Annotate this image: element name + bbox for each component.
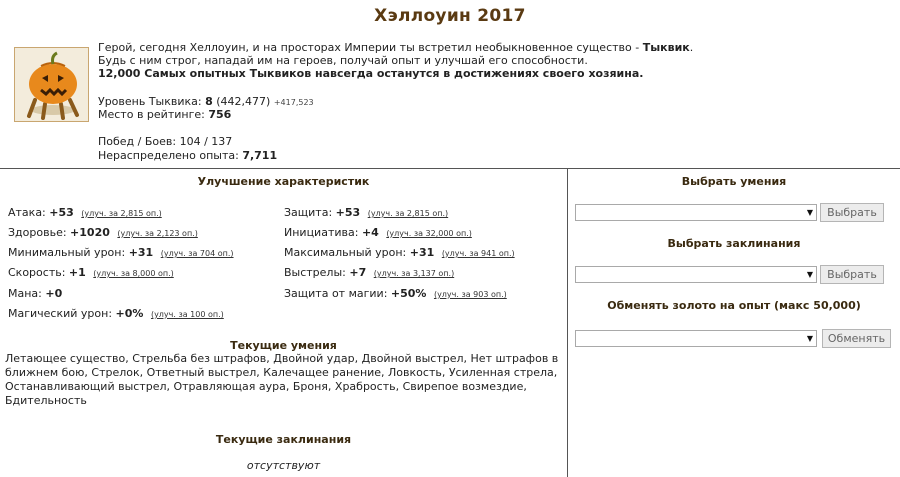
- intro-line-1-end: .: [689, 41, 694, 54]
- stat-value: +50%: [390, 287, 427, 300]
- upgrade-health-link[interactable]: (улуч. за 2,123 оп.): [117, 229, 198, 238]
- intro-line-1-text: Герой, сегодня Хеллоуин, и на просторах Империи ты встретил необыкновенное существо -: [98, 41, 643, 54]
- stat-label: Здоровье:: [8, 226, 67, 239]
- pet-name: Тыквик: [642, 41, 690, 54]
- exchange-title: Обменять золото на опыт (макс 50,000): [607, 299, 861, 312]
- spells-select[interactable]: [575, 266, 817, 283]
- stat-magic-defense: [284, 287, 507, 300]
- stat-initiative: [284, 226, 472, 239]
- stat-value: +53: [335, 206, 361, 219]
- exchange-button[interactable]: Обменять: [822, 329, 891, 348]
- upgrade-attack-link[interactable]: (улуч. за 2,815 оп.): [81, 209, 162, 218]
- stat-health: [8, 226, 198, 239]
- stat-label: Выстрелы:: [284, 266, 346, 279]
- stat-label: Максимальный урон:: [284, 246, 407, 259]
- pet-level-label: Уровень Тыквика:: [98, 95, 202, 108]
- stat-value: +0%: [115, 307, 144, 320]
- stat-defense: [284, 206, 448, 219]
- pumpkin-creature-icon: [14, 47, 89, 122]
- stat-label: Минимальный урон:: [8, 246, 126, 259]
- pet-rank-value: 756: [208, 108, 232, 121]
- spells-select-button[interactable]: Выбрать: [820, 265, 884, 284]
- spells-title: Текущие заклинания: [215, 433, 352, 446]
- intro-text: [98, 41, 888, 80]
- chevron-down-icon: ▼: [806, 334, 813, 343]
- stat-label: Защита от магии:: [284, 287, 388, 300]
- upgrade-max-damage-link[interactable]: (улуч. за 941 оп.): [441, 249, 515, 258]
- stat-label: Скорость:: [8, 266, 66, 279]
- stat-label: Мана:: [8, 287, 42, 300]
- page-title: Хэллоуин 2017: [374, 6, 526, 26]
- upgrade-defense-link[interactable]: (улуч. за 2,815 оп.): [367, 209, 449, 218]
- pet-unspent-label: Нераспределено опыта:: [98, 149, 239, 162]
- upgrade-magic-defense-link[interactable]: (улуч. за 903 оп.): [433, 290, 507, 299]
- stat-value: +31: [128, 246, 154, 259]
- pet-rank-label: Место в рейтинге:: [98, 108, 205, 121]
- pet-level-value: 8: [205, 95, 213, 108]
- stat-label: Защита:: [284, 206, 333, 219]
- stat-value: +0: [45, 287, 63, 300]
- stat-shots: [284, 266, 454, 279]
- stat-value: +1020: [70, 226, 110, 239]
- upgrade-min-damage-link[interactable]: (улуч. за 704 оп.): [160, 249, 234, 258]
- spells-select-title: Выбрать заклинания: [667, 237, 801, 250]
- abilities-title: Текущие умения: [230, 339, 337, 352]
- upgrade-shots-link[interactable]: (улуч. за 3,137 оп.): [373, 269, 455, 278]
- stat-value: +31: [409, 246, 435, 259]
- exchange-select[interactable]: [575, 330, 817, 347]
- chevron-down-icon: ▼: [806, 208, 813, 217]
- stat-value: +4: [361, 226, 379, 239]
- intro-line-3: 12,000 Самых опытных Тыквиков навсегда останутся в достижениях своего хозяина.: [98, 67, 644, 80]
- skills-select[interactable]: [575, 204, 817, 221]
- pet-level: [98, 95, 314, 108]
- pet-wins: [98, 135, 232, 148]
- stat-label: Атака:: [8, 206, 46, 219]
- stat-mana: [8, 287, 62, 300]
- stat-magic-damage: [8, 307, 224, 320]
- stat-value: +1: [68, 266, 86, 279]
- upgrade-magic-damage-link[interactable]: (улуч. за 100 оп.): [150, 310, 224, 319]
- stats-section-title: Улучшение характеристик: [197, 175, 370, 188]
- stat-attack: [8, 206, 162, 219]
- stat-label: Магический урон:: [8, 307, 113, 320]
- pet-exp-gain: +417,523: [273, 98, 314, 107]
- stat-value: +7: [349, 266, 367, 279]
- stat-label: Инициатива:: [284, 226, 359, 239]
- pet-wins-value: 104 / 137: [179, 135, 233, 148]
- pet-rank: [98, 108, 231, 121]
- stat-min-damage: [8, 246, 234, 259]
- divider-horizontal: [0, 168, 900, 169]
- chevron-down-icon: ▼: [806, 270, 813, 279]
- upgrade-speed-link[interactable]: (улуч. за 8,000 оп.): [93, 269, 174, 278]
- pet-unspent-value: 7,711: [242, 149, 278, 162]
- intro-line-2: Будь с ним строг, нападай им на героев, получай опыт и улучшай его способности.: [98, 54, 588, 67]
- stat-speed: [8, 266, 174, 279]
- pet-exp: (442,477): [216, 95, 271, 108]
- abilities-list: Летающее существо, Стрельба без штрафов, Двойной удар, Двойной выстрел, Нет штрафов в ближнем бою, Стрелок, Ответный выстрел, Калечащее ранение, Ловкость, Усиленная стрела, Останавливающий выстрел, Отравляющая аура, Броня, Храбрость, Свирепое возмездие, Бдительность: [5, 352, 559, 407]
- skills-select-button[interactable]: Выбрать: [820, 203, 884, 222]
- pet-wins-label: Побед / Боев:: [98, 135, 177, 148]
- divider-vertical: [567, 169, 568, 477]
- spells-none: отсутствуют: [246, 459, 321, 472]
- stat-value: +53: [49, 206, 74, 219]
- stat-max-damage: [284, 246, 515, 259]
- upgrade-initiative-link[interactable]: (улуч. за 32,000 оп.): [386, 229, 472, 238]
- skills-select-title: Выбрать умения: [681, 175, 787, 188]
- pet-unspent-exp: [98, 149, 277, 162]
- intro-line-1: [98, 41, 888, 54]
